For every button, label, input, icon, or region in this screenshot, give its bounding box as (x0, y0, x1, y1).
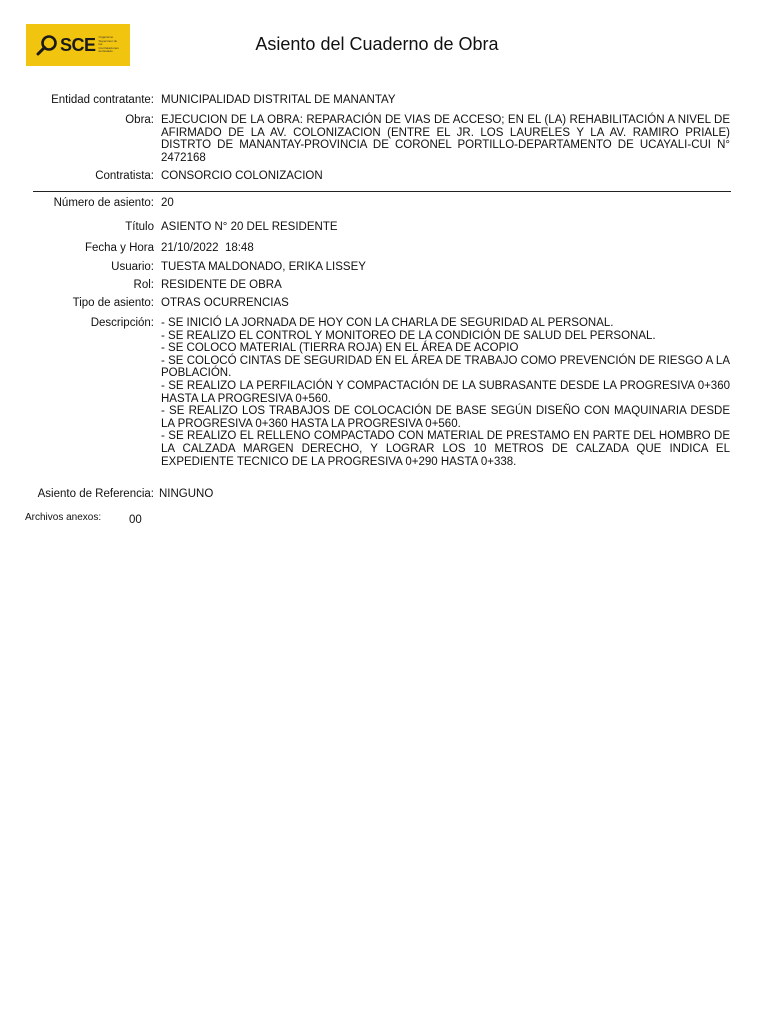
logo-subtext: Organismo Supervisor de las Contrataciones del Estado (98, 35, 119, 54)
descripcion-line: - SE REALIZO EL CONTROL Y MONITOREO DE LA CONDICIÓN DE SALUD DEL PERSONAL. (161, 329, 656, 342)
logo-text: SCE (60, 34, 96, 55)
descripcion-line: - SE REALIZO LA PERFILACIÓN Y COMPACTACIÓN DE LA SUBRASANTE DESDE LA PROGRESIVA 0+360 HASTA LA PROGRESIVA 0+560. (161, 379, 730, 405)
titulo-value: ASIENTO N° 20 DEL RESIDENTE (161, 221, 338, 233)
anexos-label: Archivos anexos: (25, 512, 102, 523)
rol-label: Rol: (133, 279, 154, 291)
usuario-label: Usuario: (111, 261, 154, 273)
fecha-label: Fecha y Hora (84, 242, 154, 254)
referencia-value: NINGUNO (159, 488, 214, 500)
descripcion-label: Descripción: (90, 317, 154, 329)
obra-label: Obra: (125, 114, 154, 126)
rol-value: RESIDENTE DE OBRA (161, 279, 282, 291)
numero-value: 20 (161, 197, 174, 209)
descripcion-line: - SE REALIZO LOS TRABAJOS DE COLOCACIÓN DE BASE SEGÚN DISEÑO CON MAQUINARIA DESDE LA PROGRESIVA 0+360 HASTA LA PROGRESIVA 0+560. (161, 405, 730, 430)
anexos-value: 00 (129, 514, 142, 526)
descripcion-line: - SE REALIZO EL RELLENO COMPACTADO CON MATERIAL DE PRESTAMO EN PARTE DEL HOMBRO DE LA CALZADA MARGEN DERECHO, Y LOGRAR LOS 10 METROS DE CALZADA QUE INDICA EL EXPEDIENTE TECNICO DE LA PROGRESIVA 0+290 HASTA 0+338. (161, 430, 730, 468)
tipo-value: OTRAS OCURRENCIAS (161, 297, 289, 309)
entidad-value: MUNICIPALIDAD DISTRITAL DE MANANTAY (161, 94, 396, 106)
titulo-label: Título (125, 221, 154, 233)
descripcion-line: - SE COLOCÓ CINTAS DE SEGURIDAD EN EL ÁREA DE TRABAJO COMO PREVENCIÓN DE RIESGO A LA POBLACIÓN. (161, 354, 730, 380)
contratista-value: CONSORCIO COLONIZACION (161, 170, 323, 182)
numero-label: Número de asiento: (53, 197, 154, 209)
separator-line (33, 191, 731, 192)
referencia-label: Asiento de Referencia: (37, 488, 154, 500)
tipo-label: Tipo de asiento: (72, 297, 154, 309)
entidad-label: Entidad contratante: (51, 94, 154, 106)
descripcion-value (161, 317, 730, 468)
descripcion-line: - SE INICIÓ LA JORNADA DE HOY CON LA CHARLA DE SEGURIDAD AL PERSONAL. (161, 317, 614, 329)
usuario-value: TUESTA MALDONADO, ERIKA LISSEY (161, 261, 366, 273)
obra-value: EJECUCION DE LA OBRA: REPARACIÓN DE VIAS DE ACCESO; EN EL (LA) REHABILITACIÓN A NIVEL DE AFIRMADO DE LA AV. COLONIZACION (ENTRE EL JR. LOS LAURELES Y LA AV. RAMIRO PRIALE) DISTRTO DE MANANTAY-PROVINCIA DE CORONEL PORTILLO-DEPARTAMENTO DE UCAYALI-CUI N° 2472168 (161, 114, 730, 164)
fecha-value: 21/10/2022 18:48 (161, 242, 254, 254)
contratista-label: Contratista: (95, 170, 154, 182)
page-title: Asiento del Cuaderno de Obra (255, 34, 499, 54)
descripcion-line: - SE COLOCO MATERIAL (TIERRA ROJA) EN EL ÁREA DE ACOPIO (161, 342, 519, 355)
